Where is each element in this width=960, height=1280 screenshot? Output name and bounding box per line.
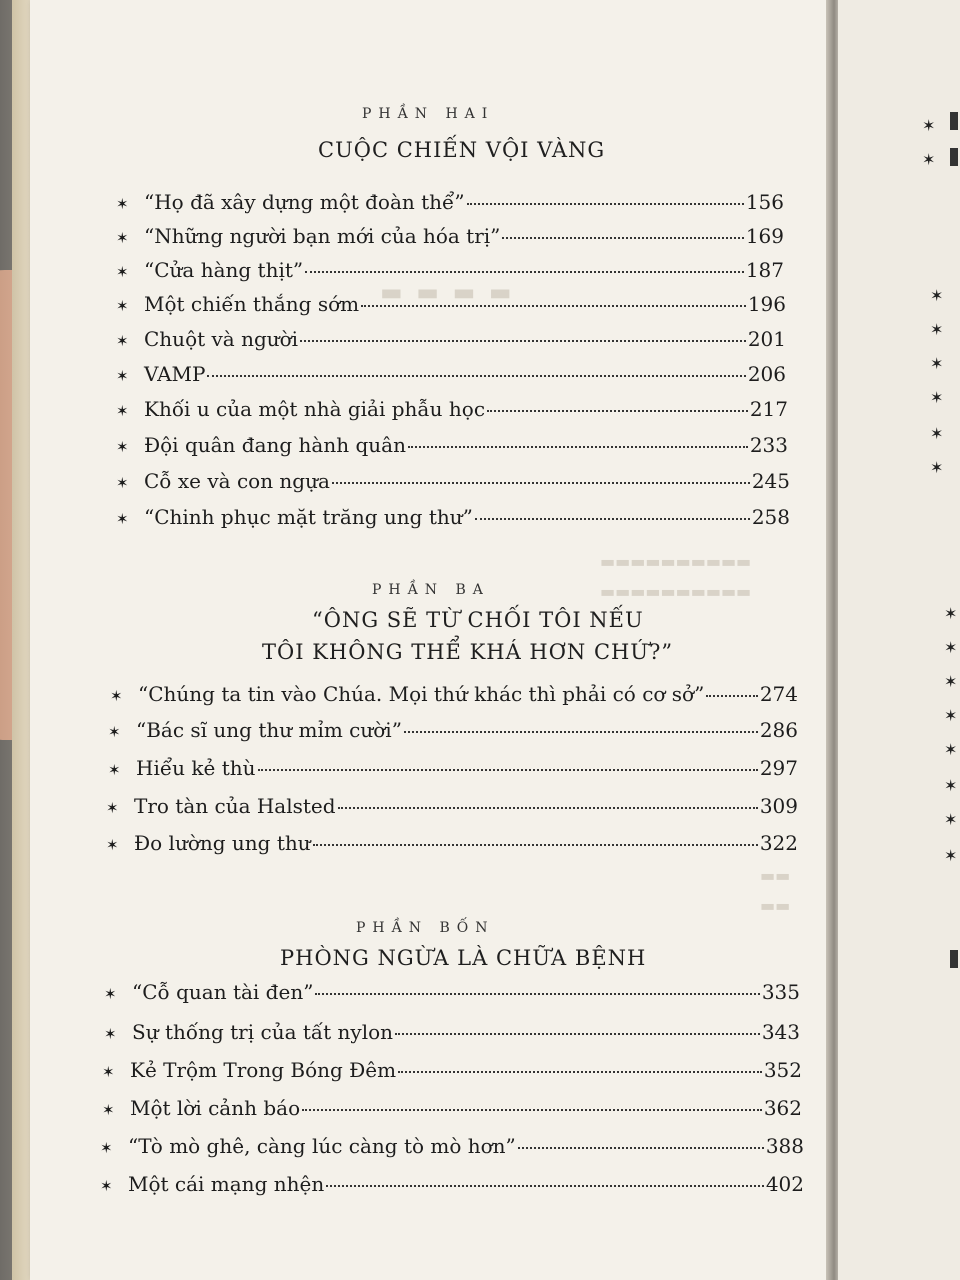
star-bullet-icon: ✶ <box>116 510 129 528</box>
star-bullet-icon: ✶ <box>100 1177 113 1195</box>
section-title: CUỘC CHIẾN VỘI VÀNG <box>318 138 606 162</box>
entry-page: 274 <box>759 682 798 706</box>
toc-entry <box>104 1020 800 1044</box>
toc-entry <box>102 1096 802 1120</box>
toc-entry <box>116 258 784 282</box>
star-bullet-icon: ✶ <box>116 195 129 213</box>
star-bullet-icon: ✶ <box>102 1101 115 1119</box>
entry-title: “Họ đã xây dựng một đoàn thể” <box>144 190 465 214</box>
section-label: PHẦN BỐN <box>356 920 495 936</box>
dot-leader <box>258 769 758 771</box>
star-bullet-icon: ✶ <box>104 985 117 1003</box>
entry-title: Một chiến thắng sớm <box>144 292 360 316</box>
entry-title: “Cửa hàng thịt” <box>144 258 304 282</box>
toc-entry <box>116 433 788 457</box>
dot-leader <box>207 375 745 377</box>
star-bullet-icon: ✶ <box>104 1025 117 1043</box>
toc-entry <box>106 831 798 855</box>
star-bullet-icon: ✶ <box>108 723 121 741</box>
dot-leader <box>706 695 757 697</box>
entry-page: 322 <box>759 831 798 855</box>
star-bullet-icon: ✶ <box>116 402 129 420</box>
toc-entry <box>116 397 788 421</box>
entry-title: Chuột và người <box>144 327 299 351</box>
star-bullet-icon: ✶ <box>110 687 123 705</box>
entry-page: 206 <box>747 362 786 386</box>
entry-title: “Tò mò ghê, càng lúc càng tò mò hơn” <box>128 1134 516 1158</box>
dot-leader <box>404 731 758 733</box>
toc-entry <box>116 505 790 529</box>
toc-entry <box>116 362 786 386</box>
star-bullet-icon: ✶ <box>108 761 121 779</box>
entry-title: Khối u của một nhà giải phẫu học <box>144 397 486 421</box>
entry-page: 169 <box>745 224 784 248</box>
entry-page: 309 <box>759 794 798 818</box>
entry-page: 343 <box>761 1020 800 1044</box>
dot-leader <box>315 993 759 995</box>
toc-entry <box>116 224 784 248</box>
entry-title: Hiểu kẻ thù <box>136 756 256 780</box>
entry-page: 187 <box>745 258 784 282</box>
entry-title: Tro tàn của Halsted <box>134 794 336 818</box>
entry-title: Sự thống trị của tất nylon <box>132 1020 394 1044</box>
dot-leader <box>518 1147 764 1149</box>
dot-leader <box>408 446 748 448</box>
entry-title: Cỗ xe và con ngựa <box>144 469 330 493</box>
dot-leader <box>398 1071 762 1073</box>
entry-page: 297 <box>759 756 798 780</box>
star-bullet-icon: ✶ <box>116 297 129 315</box>
entry-title: Một lời cảnh báo <box>130 1096 301 1120</box>
toc-entry <box>116 327 786 351</box>
toc-entry <box>110 682 798 706</box>
toc-entry <box>102 1058 802 1082</box>
section-title: PHÒNG NGỪA LÀ CHỮA BỆNH <box>280 946 647 970</box>
entry-page: 362 <box>763 1096 802 1120</box>
entry-page: 335 <box>761 980 800 1004</box>
star-bullet-icon: ✶ <box>106 799 119 817</box>
entry-page: 217 <box>749 397 788 421</box>
entry-title: “Bác sĩ ung thư mỉm cười” <box>136 718 402 742</box>
toc-entry <box>108 756 798 780</box>
entry-title: VAMP <box>144 362 206 386</box>
star-bullet-icon: ✶ <box>100 1139 113 1157</box>
entry-page: 286 <box>759 718 798 742</box>
star-bullet-icon: ✶ <box>116 263 129 281</box>
entry-page: 233 <box>749 433 788 457</box>
dot-leader <box>300 340 746 342</box>
dot-leader <box>502 237 743 239</box>
dot-leader <box>467 203 744 205</box>
entry-page: 388 <box>765 1134 804 1158</box>
dot-leader <box>326 1185 764 1187</box>
star-bullet-icon: ✶ <box>116 229 129 247</box>
dot-leader <box>395 1033 760 1035</box>
star-bullet-icon: ✶ <box>102 1063 115 1081</box>
entry-title: Một cái mạng nhện <box>128 1172 325 1196</box>
toc-entry <box>106 794 798 818</box>
section-title: TÔI KHÔNG THỂ KHÁ HƠN CHỨ?” <box>262 640 674 664</box>
star-bullet-icon: ✶ <box>116 474 129 492</box>
dot-leader <box>338 807 758 809</box>
entry-page: 156 <box>745 190 784 214</box>
entry-title: Đội quân đang hành quân <box>144 433 406 457</box>
entry-page: 402 <box>765 1172 804 1196</box>
toc-entry <box>104 980 800 1004</box>
section-label: PHẦN BA <box>372 582 490 598</box>
entry-page: 196 <box>747 292 786 316</box>
toc-entry <box>116 469 790 493</box>
entry-title: Đo lường ung thư <box>134 831 311 855</box>
toc-entry <box>100 1172 804 1196</box>
dot-leader <box>487 410 748 412</box>
star-bullet-icon: ✶ <box>106 836 119 854</box>
entry-page: 201 <box>747 327 786 351</box>
entry-title: “Cỗ quan tài đen” <box>132 980 314 1004</box>
entry-page: 245 <box>751 469 790 493</box>
toc-entry <box>108 718 798 742</box>
entry-page: 352 <box>763 1058 802 1082</box>
dot-leader <box>475 518 750 520</box>
dot-leader <box>332 482 750 484</box>
toc-entry <box>116 292 786 316</box>
star-bullet-icon: ✶ <box>116 438 129 456</box>
section-label: PHẦN HAI <box>362 106 495 122</box>
entry-title: “Chinh phục mặt trăng ung thư” <box>144 505 473 529</box>
entry-title: Kẻ Trộm Trong Bóng Đêm <box>130 1058 397 1082</box>
star-bullet-icon: ✶ <box>116 332 129 350</box>
toc-entry <box>116 190 784 214</box>
dot-leader <box>361 305 746 307</box>
dot-leader <box>302 1109 762 1111</box>
entry-title: “Chúng ta tin vào Chúa. Mọi thứ khác thì phải có cơ sở” <box>138 682 705 706</box>
star-bullet-icon: ✶ <box>116 367 129 385</box>
toc-entry <box>100 1134 804 1158</box>
section-title: “ÔNG SẼ TỪ CHỐI TÔI NẾU <box>312 608 644 632</box>
dot-leader <box>305 271 744 273</box>
entry-title: “Những người bạn mới của hóa trị” <box>144 224 501 248</box>
entry-page: 258 <box>751 505 790 529</box>
dot-leader <box>313 844 758 846</box>
